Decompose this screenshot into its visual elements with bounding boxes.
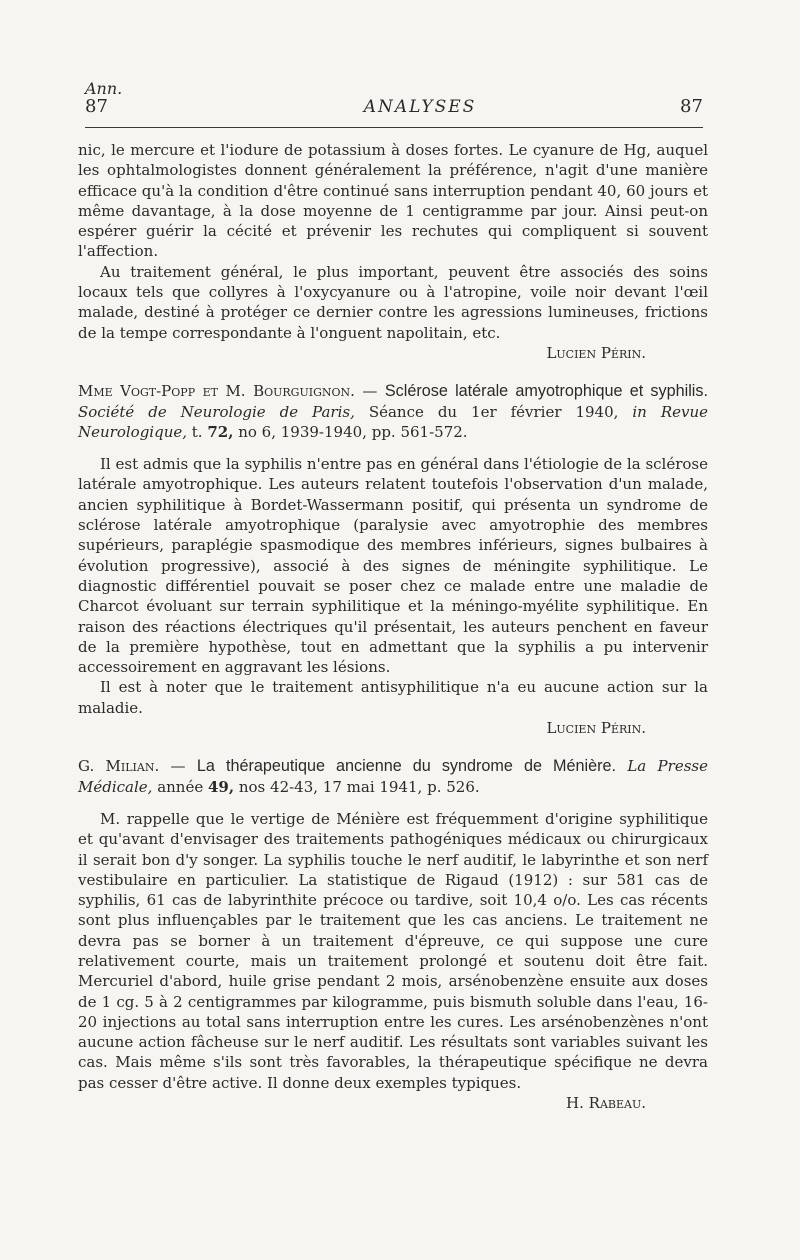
running-title: ANALYSES xyxy=(363,97,477,117)
reference-journal: La Presse Médicale, xyxy=(78,757,708,796)
reference-year: 49, xyxy=(207,777,235,796)
reference-entry xyxy=(78,756,708,797)
dash: — xyxy=(159,757,197,776)
signature-line xyxy=(78,1093,708,1113)
signature-line xyxy=(78,343,708,363)
paragraph xyxy=(78,262,708,343)
reference-authors: G. Milian. xyxy=(78,757,160,776)
volume-prefix: t. xyxy=(187,422,208,441)
reference xyxy=(78,381,708,442)
signature: Lucien Périn. xyxy=(546,719,646,738)
article-body xyxy=(78,140,708,1113)
paragraph: Il est admis que la syphilis n'entre pas en général dans l'étiologie de la sclérose latérale amyotrophique. Les auteurs relatent toutefois l'observation d'un malade, ancien syphilitique à Bordet-Wassermann positif, qui présenta un syndrome de sclérose latérale amyotrophique (paralysie avec amyotrophie des membres supérieurs, paraplégie spasmodique des membres inférieurs, signes bulbaires à évolution progressive), associé à des signes de méningite syphilitique. Le diagnostic différentiel pouvait se poser chez ce malade entre une maladie de Charcot évoluant sur terrain syphilitique et la méningo-myélite syphilitique. En raison des réactions électriques qu'il présentait, les auteurs penchent en faveur de la première hypothèse, tout en admettant que la syphilis a pu intervenir accessoirement en aggravant les lésions. xyxy=(78,455,708,677)
reference-title: Sclérose latérale amyotrophique et syphilis. xyxy=(384,382,708,401)
header-rule xyxy=(85,127,703,128)
signature: Lucien Périn. xyxy=(546,343,646,362)
header-annotation: Ann. xyxy=(85,79,123,98)
paragraph-text: Il est à noter que le traitement antisyphilitique n'a eu aucune action sur la maladie. xyxy=(78,678,708,717)
paragraph: M. rappelle que le vertige de Ménière est fréquemment d'origine syphilitique et qu'avant d'envisager des traitements pathogéniques médicaux ou chirurgicaux il serait bon d'y songer. La syphilis touche le nerf auditif, le labyrinthe et son nerf vestibulaire en particulier. La statistique de Rigaud (1912) : sur 581 cas de syphilis, 61 cas de labyrinthite précoce ou tardive, soit 10,4 o/o. Les cas récents sont plus influençables par le traitement que les cas anciens. Le traitement ne devra pas se borner à un traitement d'épreuve, ce qui suppose une cure relativement courte, mais un traitement prolongé et soutenu doit être fait. Mercuriel d'abord, huile grise pendant 2 mois, arsénobenzène ensuite aux doses de 1 cg. 5 à 2 centigrammes par kilogramme, puis bismuth soluble dans l'eau, 16-20 injections au total sans interruption entre les cures. Les arsénobenzènes n'ont aucune action fâcheuse sur le nerf auditif. Les résultats sont variables suivant les cas. Mais même s'ils sont très favorables, la thérapeutique spécifique ne devra pas cesser d'être active. Il donne deux exemples typiques. xyxy=(78,809,708,1092)
reference-session: Séance du 1er février 1940, xyxy=(354,402,633,421)
paragraph: nic, le mercure et l'iodure de potassium à doses fortes. Le cyanure de Hg, auquel les ophtalmologistes donnent généralement la préférence, n'agit d'une manière efficace qu'à la condition d'être continué sans interruption pendant 40, 60 jours et même davantage, à la dose moyenne de 1 centigramme par jour. Ainsi peut-on espérer guérir la cécité et prévenir les rechutes qui compliquent si souvent l'affection. xyxy=(78,141,708,261)
paragraph-text: Au traitement général, le plus important, peuvent être associés des soins locaux tels que collyres à l'oxycyanure ou à l'atropine, voile noir devant l'œil malade, destiné à protéger ce dernier contre les agressions lumineuses, frictions de la tempe correspondante à l'onguent napolitain, etc. xyxy=(78,262,708,342)
signature-line xyxy=(78,718,708,738)
reference-title: La thérapeutique ancienne du syndrome de Ménière. xyxy=(196,757,616,776)
reference-details: no 6, 1939-1940, pp. 561-572. xyxy=(233,422,468,441)
page-number-left: 87 xyxy=(85,96,108,117)
reference-journal: Société de Neurologie de Paris, xyxy=(78,402,355,421)
signature: H. Rabeau. xyxy=(566,1094,646,1113)
dash: — xyxy=(354,382,385,401)
reference-details: nos 42-43, 17 mai 1941, p. 526. xyxy=(234,777,480,796)
reference-journal-2: Revue Neurologique, xyxy=(78,402,708,441)
reference-authors: Mme Vogt-Popp et M. Bourguignon. xyxy=(78,382,355,401)
reference xyxy=(78,756,708,797)
year-prefix: année xyxy=(152,777,208,796)
reference-in: in xyxy=(632,402,647,421)
page-number-right: 87 xyxy=(680,96,703,117)
paragraph xyxy=(78,677,708,718)
reference-entry xyxy=(78,381,708,442)
reference-volume: 72, xyxy=(207,422,234,441)
